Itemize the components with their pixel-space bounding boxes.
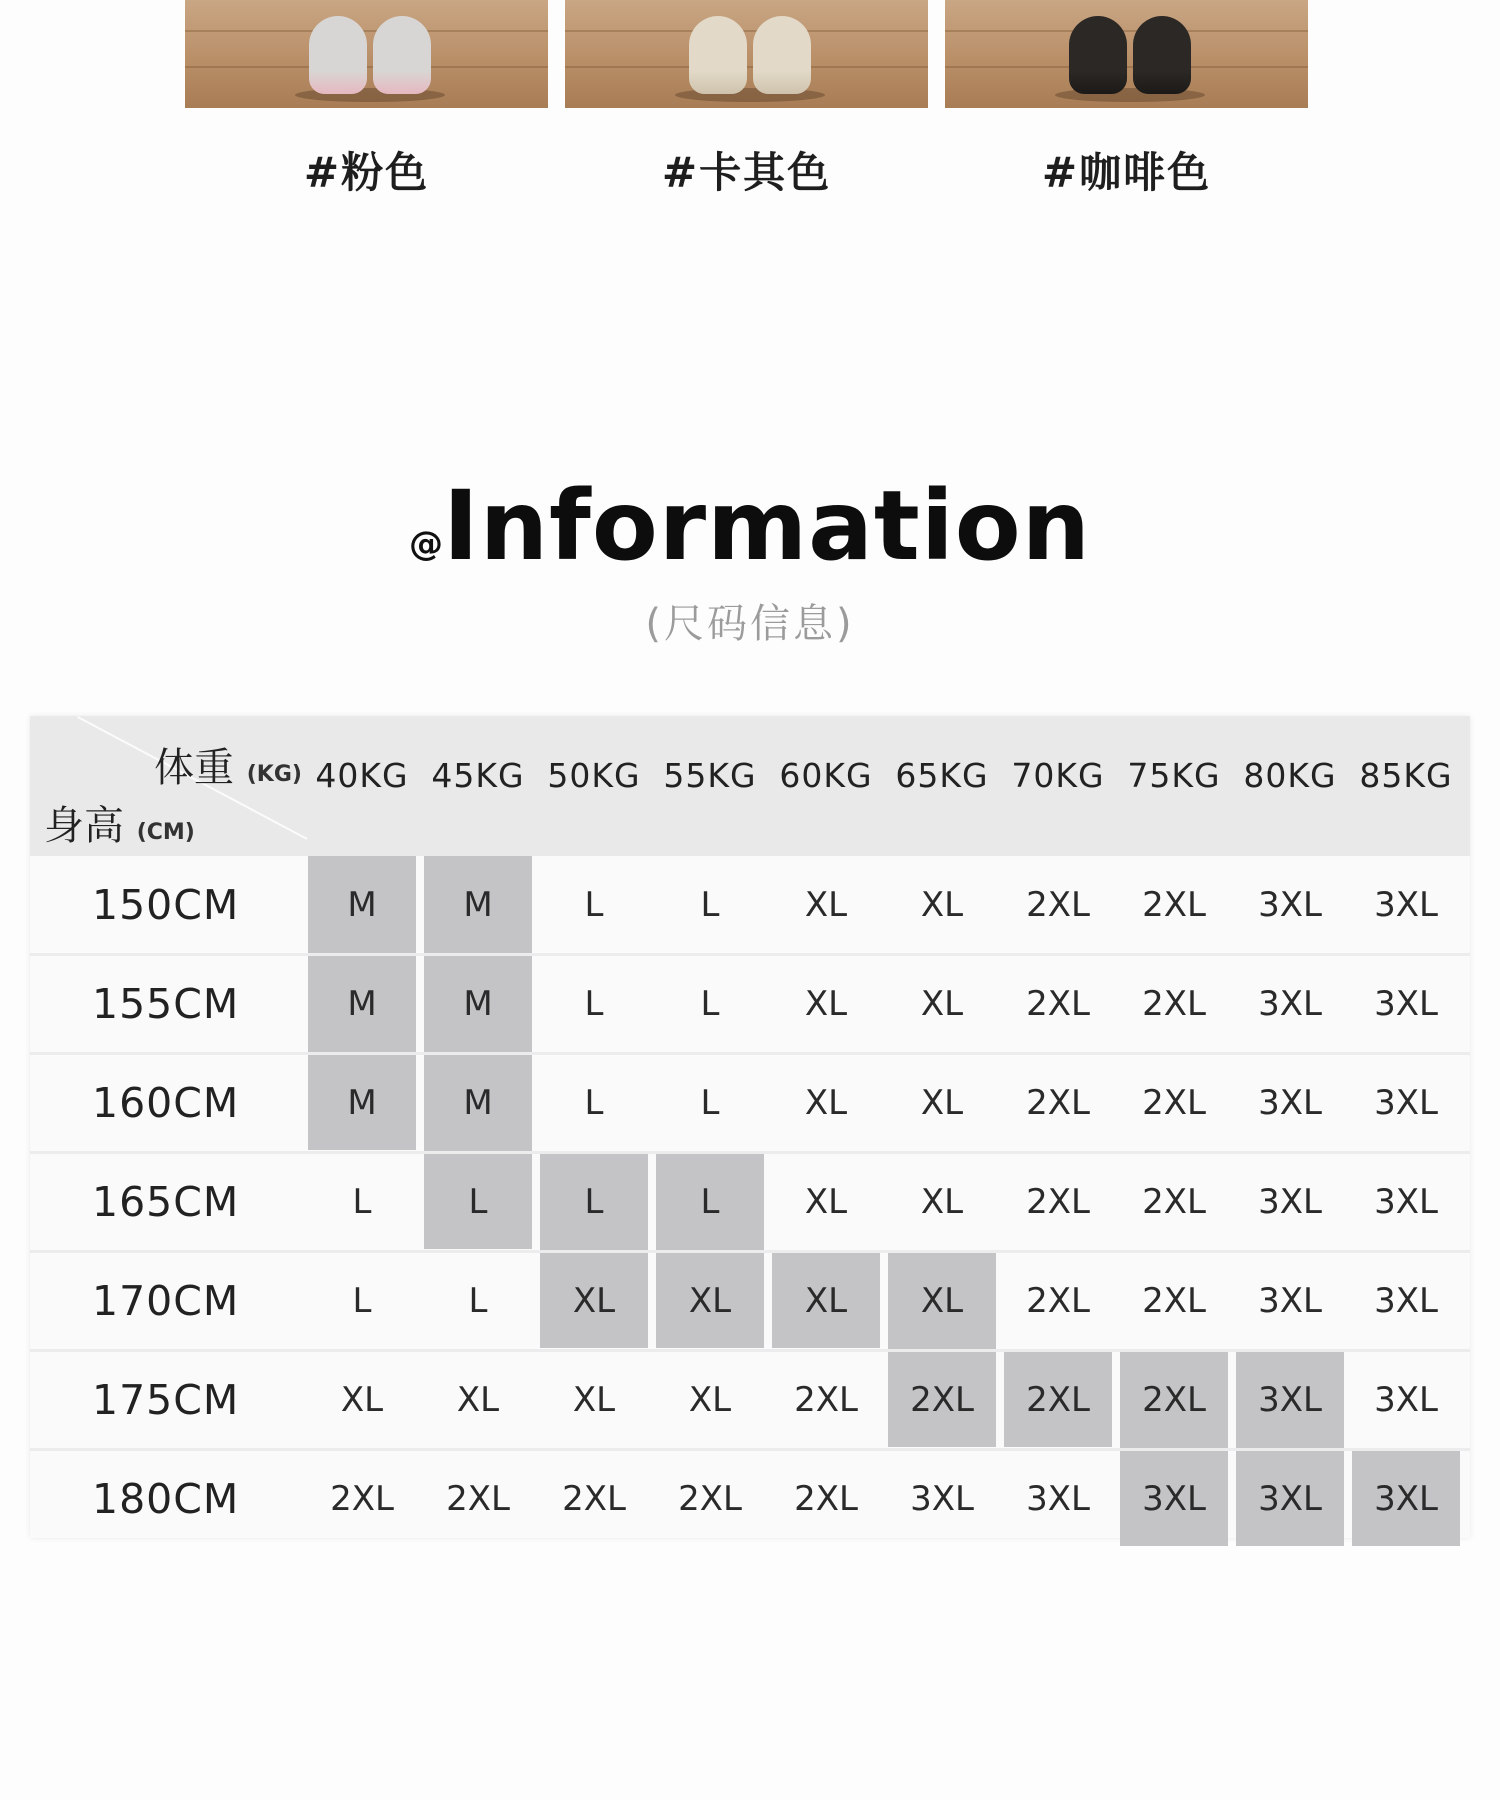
- swatch-label-pink: #粉色: [303, 148, 430, 197]
- row-header-180cm: 180CM: [92, 1475, 240, 1523]
- size-cell: XL: [688, 1380, 732, 1420]
- size-cell: 3XL: [1374, 1281, 1438, 1321]
- column-header-50kg: 50KG: [547, 756, 641, 795]
- size-cell: L: [584, 885, 604, 925]
- at-symbol: @: [408, 524, 443, 564]
- column-header-65kg: 65KG: [895, 756, 989, 795]
- row-header-160cm: 160CM: [92, 1079, 240, 1127]
- size-cell: L: [584, 984, 604, 1024]
- size-cell: M: [347, 1083, 377, 1123]
- size-cell: XL: [804, 1182, 848, 1222]
- size-cell: L: [468, 1182, 488, 1222]
- size-cell: L: [700, 1182, 720, 1222]
- size-cell: XL: [456, 1380, 500, 1420]
- size-cell: 2XL: [330, 1479, 394, 1519]
- height-unit: (CM): [136, 820, 195, 845]
- size-cell: M: [347, 885, 377, 925]
- color-swatches: [0, 0, 1500, 220]
- size-cell: L: [352, 1182, 372, 1222]
- size-cell: 3XL: [1258, 1380, 1322, 1420]
- swatch-photo-coffee[interactable]: [945, 0, 1308, 108]
- shoe-right-icon: [753, 16, 811, 94]
- size-cell: 2XL: [1026, 885, 1090, 925]
- size-cell: 2XL: [1142, 1380, 1206, 1420]
- size-cell: 3XL: [1374, 1083, 1438, 1123]
- size-cell: XL: [340, 1380, 384, 1420]
- size-cell: M: [463, 1083, 493, 1123]
- size-cell: 2XL: [1142, 885, 1206, 925]
- size-cell: 2XL: [794, 1479, 858, 1519]
- size-cell: 2XL: [1142, 1182, 1206, 1222]
- size-cell: M: [347, 984, 377, 1024]
- page-subtitle: (尺码信息): [645, 601, 855, 647]
- column-header-45kg: 45KG: [431, 756, 525, 795]
- size-cell: 3XL: [1026, 1479, 1090, 1519]
- shoe-left-icon: [689, 16, 747, 94]
- shoe-right-icon: [1133, 16, 1191, 94]
- weight-axis-label: [154, 736, 302, 793]
- height-axis-label: [44, 794, 195, 851]
- size-cell: XL: [920, 885, 964, 925]
- size-cell: 2XL: [446, 1479, 510, 1519]
- swatch-photo-pink[interactable]: [185, 0, 548, 108]
- size-cell: XL: [920, 1281, 964, 1321]
- swatch-photo-khaki[interactable]: [565, 0, 928, 108]
- size-chart-table: [30, 716, 1470, 1538]
- size-cell: L: [352, 1281, 372, 1321]
- column-header-55kg: 55KG: [663, 756, 757, 795]
- height-label: 身高: [44, 803, 124, 849]
- size-cell: 3XL: [1258, 984, 1322, 1024]
- size-cell: XL: [804, 1281, 848, 1321]
- weight-unit: (KG): [246, 762, 302, 787]
- size-cell: 3XL: [1258, 1182, 1322, 1222]
- size-cell: 2XL: [1026, 1083, 1090, 1123]
- size-cell: L: [700, 984, 720, 1024]
- size-cell: 2XL: [1142, 984, 1206, 1024]
- title-text: Information: [442, 470, 1092, 582]
- page-title: [0, 470, 1500, 582]
- row-header-165cm: 165CM: [92, 1178, 240, 1226]
- size-cell: XL: [572, 1281, 616, 1321]
- column-header-70kg: 70KG: [1011, 756, 1105, 795]
- shoe-right-icon: [373, 16, 431, 94]
- size-cell: 2XL: [678, 1479, 742, 1519]
- size-cell: L: [700, 885, 720, 925]
- size-cell: L: [700, 1083, 720, 1123]
- size-cell: 3XL: [1374, 1182, 1438, 1222]
- size-cell: L: [584, 1182, 604, 1222]
- size-cell: 2XL: [1026, 1380, 1090, 1420]
- size-cell: 2XL: [1026, 1281, 1090, 1321]
- shoe-left-icon: [309, 16, 367, 94]
- size-cell: 2XL: [794, 1380, 858, 1420]
- size-cell: M: [463, 885, 493, 925]
- size-cell: 3XL: [1258, 1083, 1322, 1123]
- column-header-40kg: 40KG: [315, 756, 409, 795]
- size-cell: 3XL: [1258, 1479, 1322, 1519]
- swatch-label-coffee: #咖啡色: [1041, 148, 1212, 197]
- size-cell: 3XL: [1258, 885, 1322, 925]
- size-cell: 2XL: [1142, 1083, 1206, 1123]
- size-cell: XL: [688, 1281, 732, 1321]
- size-cell: 3XL: [1374, 1380, 1438, 1420]
- size-cell: 2XL: [910, 1380, 974, 1420]
- size-cell: 3XL: [1374, 984, 1438, 1024]
- size-cell: 2XL: [562, 1479, 626, 1519]
- weight-label: 体重: [154, 745, 234, 791]
- column-header-80kg: 80KG: [1243, 756, 1337, 795]
- size-cell: L: [584, 1083, 604, 1123]
- size-cell: XL: [572, 1380, 616, 1420]
- swatch-label-khaki: #卡其色: [661, 148, 832, 197]
- row-header-150cm: 150CM: [92, 881, 240, 929]
- shoe-left-icon: [1069, 16, 1127, 94]
- column-header-60kg: 60KG: [779, 756, 873, 795]
- size-cell: XL: [804, 984, 848, 1024]
- row-header-170cm: 170CM: [92, 1277, 240, 1325]
- size-cell: 2XL: [1142, 1281, 1206, 1321]
- size-cell: 3XL: [1374, 1479, 1438, 1519]
- size-cell: 3XL: [1142, 1479, 1206, 1519]
- size-cell: 3XL: [1374, 885, 1438, 925]
- column-header-75kg: 75KG: [1127, 756, 1221, 795]
- size-cell: M: [463, 984, 493, 1024]
- size-cell: 2XL: [1026, 984, 1090, 1024]
- size-cell: 2XL: [1026, 1182, 1090, 1222]
- size-cell: XL: [920, 984, 964, 1024]
- row-header-175cm: 175CM: [92, 1376, 240, 1424]
- size-cell: XL: [804, 1083, 848, 1123]
- column-header-85kg: 85KG: [1359, 756, 1453, 795]
- size-cell: L: [468, 1281, 488, 1321]
- size-cell: 3XL: [1258, 1281, 1322, 1321]
- size-cell: XL: [920, 1182, 964, 1222]
- size-cell: 3XL: [910, 1479, 974, 1519]
- row-header-155cm: 155CM: [92, 980, 240, 1028]
- size-cell: XL: [920, 1083, 964, 1123]
- size-cell: XL: [804, 885, 848, 925]
